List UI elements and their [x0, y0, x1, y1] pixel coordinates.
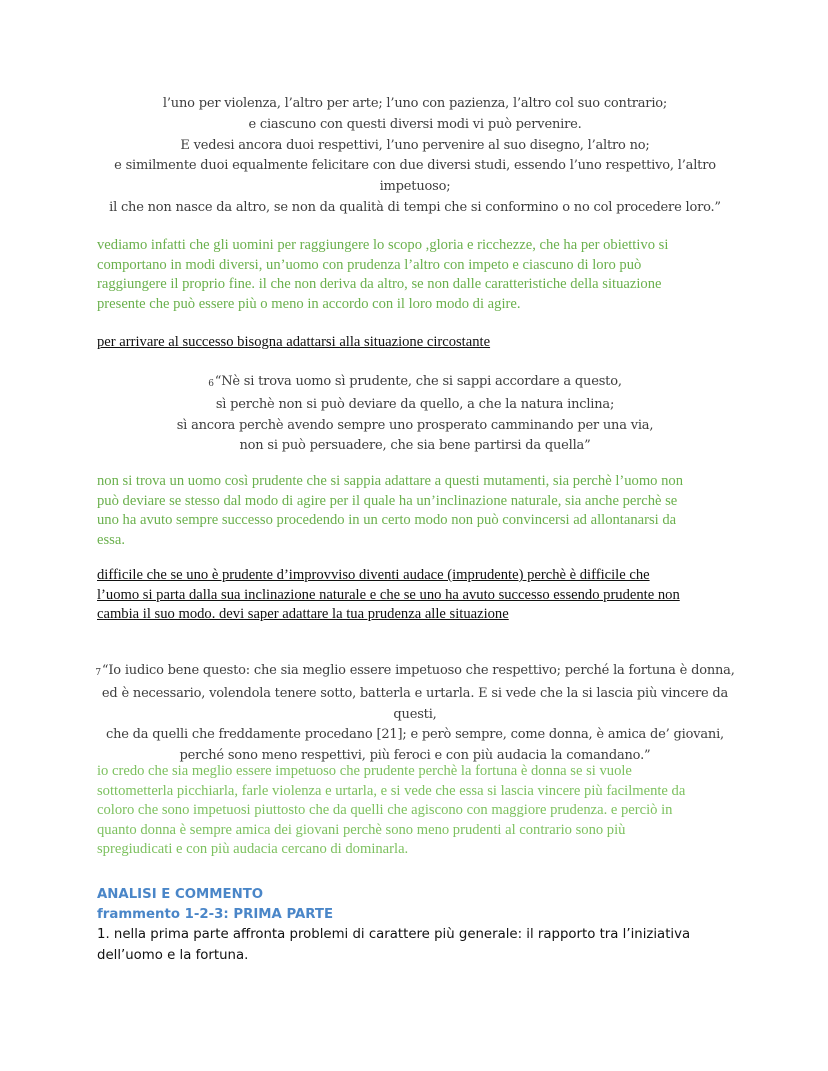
paraphrase-line: può deviare se stesso dal modo di agire per il quale ha un’inclinazione naturale, sia anche perchè se [97, 492, 678, 509]
quote-block-2 [97, 372, 733, 457]
paraphrase-line: vediamo infatti che gli uomini per raggiungere lo scopo ,gloria e ricchezze, che ha per obiettivo si [97, 237, 669, 253]
paraphrase-line: uno ha avuto sempre successo procedendo in un certo modo non può convincersi ad allontanarsi da [97, 512, 677, 529]
quote-block-1 [90, 94, 740, 219]
paraphrase-block-2 [97, 472, 733, 550]
paraphrase-line: sottometterla picchiarla, farle violenza e urtarla, e si vede che essa si lascia vincere più facilmente da [97, 782, 686, 799]
note-block-1 [97, 333, 733, 353]
note-line: per arrivare al successo bisogna adattarsi alla situazione circostante [97, 334, 491, 350]
quote-line: 6“Nè si trova uomo sì prudente, che si sappi accordare a questo, [208, 374, 622, 389]
paraphrase-block-3 [97, 762, 733, 860]
quote-line: e ciascuno con questi diversi modi vi può pervenire. [248, 116, 582, 132]
quote-line: ed è necessario, volendola tenere sotto, batterla e urtarla. E si vede che la si lascia più vincere da questi, [101, 685, 729, 722]
quote-line: e similmente duoi equalmente felicitare con due diversi studi, essendo l’uno respettivo, l’altro [114, 158, 716, 174]
quote-line: il che non nasce da altro, se non da qualità di tempi che si conformino o no col procedere loro.” [109, 199, 721, 215]
note-line: difficile che se uno è prudente d’improvviso diventi audace (imprudente) perchè è difficile che [97, 567, 650, 583]
paraphrase-line: presente che può essere più o meno in accordo con il loro modo di agire. [97, 295, 521, 312]
quote-line: 7“Io iudico bene questo: che sia meglio essere impetuoso che respettivo; perché la fortuna è donna, [95, 663, 735, 678]
fragment-number: 7 [95, 668, 101, 678]
quote-line: sì ancora perchè avendo sempre uno prosperato camminando per una via, [176, 417, 654, 433]
paraphrase-block-1 [97, 236, 733, 314]
note-block-2 [97, 566, 733, 625]
quote-line: impetuoso; [379, 179, 451, 195]
paraphrase-line: non si trova un uomo così prudente che si sappia adattare a questi mutamenti, sia perchè l’uomo non [97, 473, 684, 489]
paraphrase-line: io credo che sia meglio essere impetuoso che prudente perchè la fortuna è donna se si vuole [97, 763, 632, 779]
paraphrase-line: raggiungere il proprio fine. il che non deriva da altro, se non dalle caratteristiche della situazione [97, 276, 662, 293]
quote-line: E vedesi ancora duoi respettivi, l’uno pervenire al suo disegno, l’altro no; [180, 137, 650, 153]
quote-line: sì perchè non si può deviare da quello, a che la natura inclina; [215, 396, 615, 412]
paraphrase-line: spregiudicati e con più audacia cercano di dominarla. [97, 841, 409, 858]
analysis-line: 1. nella prima parte affronta problemi di carattere più generale: il rapporto tra l’iniziativa [97, 927, 691, 942]
note-line: cambia il suo modo. devi saper adattare la tua prudenza alle situazione [97, 606, 509, 623]
paraphrase-line: comportano in modi diversi, un’uomo con prudenza l’altro con impeto e ciascuno di loro può [97, 256, 642, 273]
quote-block-3 [88, 661, 742, 767]
quote-line: l’uno per violenza, l’altro per arte; l’uno con pazienza, l’altro col suo contrario; [162, 96, 668, 111]
fragment-number: 6 [208, 379, 214, 389]
note-line: l’uomo si parta dalla sua inclinazione naturale e che se uno ha avuto successo essendo prudente non [97, 586, 680, 603]
analysis-line: dell’uomo e la fortuna. [97, 947, 249, 963]
quote-line: che da quelli che freddamente procedano [21]; e però sempre, come donna, è amica de’ giovani, [106, 727, 724, 743]
analysis-text [97, 925, 733, 966]
paraphrase-line: quanto donna è sempre amica dei giovani perchè sono meno prudenti al contrario sono più [97, 821, 626, 838]
paraphrase-line: coloro che sono impetuosi piuttosto che da quelli che agiscono con maggiore prudenza. e perciò in [97, 802, 673, 819]
section-heading: ANALISI E COMMENTO [97, 887, 264, 902]
paraphrase-line: essa. [97, 531, 125, 548]
section-subheading: frammento 1-2-3: PRIMA PARTE [97, 907, 334, 922]
quote-line: non si può persuadere, che sia bene partirsi da quella” [239, 438, 591, 454]
quote-line: perché sono meno respettivi, più feroci e con più audacia la comandano.” [179, 748, 651, 764]
